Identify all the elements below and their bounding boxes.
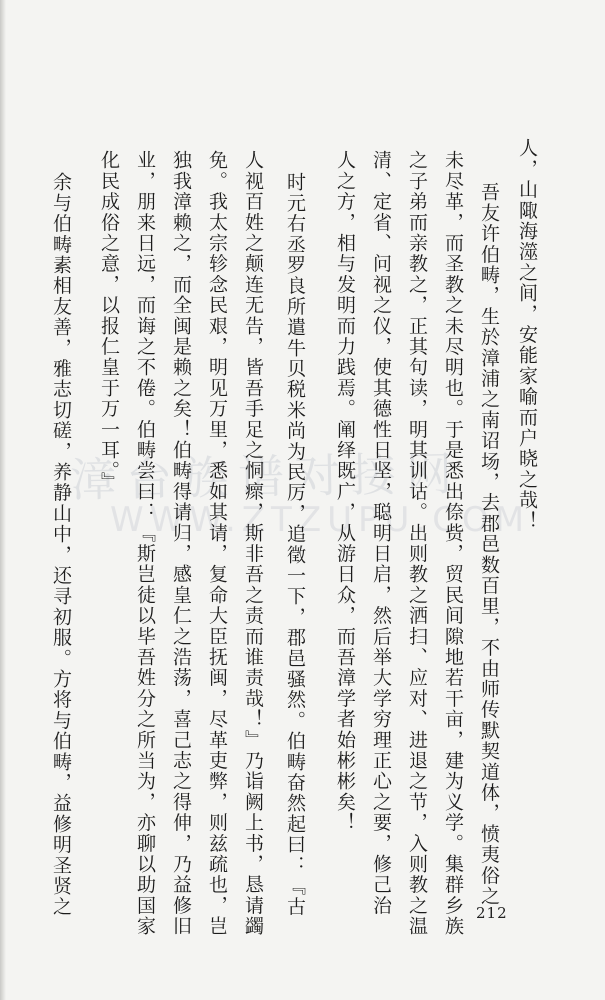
- watermark-url: WWW.ZTZUPU.COM: [110, 500, 531, 540]
- text-column-4: 之子弟而亲教之，正其句读，明其训诂。出则教之洒扫、应对、进退之节，入则教之温: [406, 150, 428, 937]
- text-column-5: 清、定省、问视之仪，使其德性日坚，聪明日启，然后举大学穷理正心之要，修己治: [370, 150, 392, 916]
- page-number: 212: [476, 904, 508, 922]
- text-column-3: 未尽革，而圣教之未尽明也。于是悉出倷赀，贸民间隙地若干亩，建为义学。集群乡族: [442, 150, 464, 937]
- text-column-13: 余与伯畴素相友善，雅志切磋，养静山中，还寻初服。方将与伯畴，益修明圣贤之: [50, 172, 72, 918]
- text-column-10: 独我漳赖之，而全闽是赖之矣！伯畴得请归，感皇仁之浩荡，喜己志之得伸，乃益修旧: [170, 150, 192, 937]
- text-column-2: 吾友许伯畴，生於漳浦之南诏场，去郡邑数百里，不由师传默契道体，愤夷俗之: [478, 182, 500, 907]
- text-column-12: 化民成俗之意，以报仁皇于万一耳。』: [98, 150, 120, 493]
- scan-edge-shadow: [0, 0, 6, 1000]
- text-column-1: 人，山陬海澨之间，安能家喻而户晓之哉！: [516, 138, 538, 532]
- text-column-7: 时元右丞罗良所遣牛贝税米尚为民厉，追徵一下，郡邑骚然。伯畴奋然起曰：『古: [284, 172, 306, 918]
- watermark-text: 漳台族谱对接网: [69, 446, 463, 508]
- text-column-9: 免。我太宗轸念民艰，明见万里，悉如其请，复命大臣抚闽，尽革吏弊，则兹疏也，岂: [206, 150, 228, 937]
- text-column-11: 业，朋来日远，而诲之不倦。伯畴尝曰：『斯岂徒以毕吾姓分之所当为，亦聊以助国家: [134, 150, 156, 937]
- text-column-6: 人之方，相与发明而力践焉。阐绎既广，从游日众，而吾漳学者始彬彬矣！: [334, 150, 356, 834]
- text-column-8: 人视百姓之颠连无告，皆吾手足之恫瘝，斯非吾之责而谁责哉！』乃诣阙上书，恳请蠲: [242, 150, 264, 937]
